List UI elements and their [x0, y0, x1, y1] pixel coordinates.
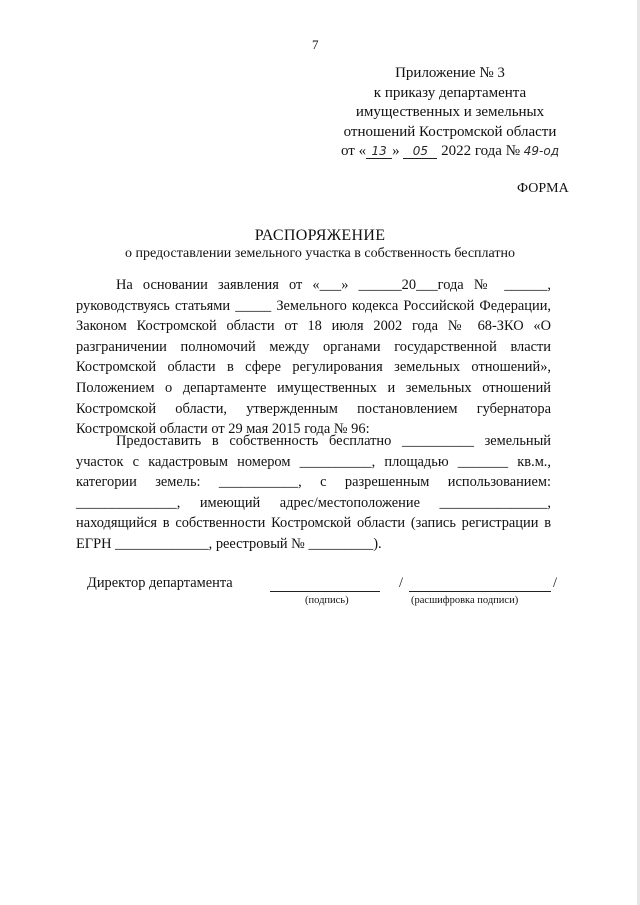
date-mid: » — [392, 143, 400, 159]
decoding-hint: (расшифровка подписи) — [411, 595, 519, 606]
date-prefix: от « — [340, 143, 367, 159]
appendix-line-2: к приказу департамента — [373, 84, 527, 101]
handwritten-order-number: 49-од — [523, 144, 560, 158]
decision-paragraph — [76, 431, 551, 555]
appendix-line-1: Приложение № 3 — [395, 65, 505, 81]
handwritten-month: 05 — [403, 144, 437, 159]
basis-paragraph — [76, 275, 551, 440]
basis-paragraph-text: На основании заявления от «___» ______20___года № ______, руководствуясь статьями _____ Земельного кодекса Российской Федерации, Законом Костромской области от 18 июля 2002 года № 68-ЗКО «О разграничении полномочий между органами государственной власти Костромской области в сфере регулирования земельных отношений», Положением о департаменте имущественных и земельных отношений Костромской области, утвержденным постановлением губернатора Костромской области от 29 мая 2015 года № 96: — [76, 277, 551, 438]
slash-separator: / — [553, 575, 557, 591]
document-title: РАСПОРЯЖЕНИЕ — [254, 227, 386, 244]
form-label: ФОРМА — [517, 181, 569, 196]
signature-line — [270, 591, 380, 592]
appendix-line-4: отношений Костромской области — [343, 123, 557, 140]
decoding-line — [409, 591, 551, 592]
handwritten-day: 13 — [366, 144, 392, 159]
appendix-line-3: имущественных и земельных — [355, 104, 545, 120]
decision-paragraph-text: Предоставить в собственность бесплатно __________ земельный участок с кадастровым номером __________, площадью _______ кв.м., категории земель: ___________, с разрешенным использованием: ______________, имеющий адрес/местоположение _______________, находящийся в собственности Костромской области (запись регистрации в ЕГРН _____________, реестровый № _________). — [76, 433, 551, 552]
date-year: 2022 года № — [441, 143, 521, 159]
signature-block — [87, 575, 557, 615]
document-subtitle: о предоставлении земельного участка в собственность бесплатно — [124, 246, 515, 261]
appendix-date-line — [330, 142, 570, 162]
signature-hint: (подпись) — [305, 595, 349, 606]
appendix-header — [330, 64, 570, 162]
slash-separator: / — [399, 575, 403, 591]
director-position: Директор департамента — [87, 575, 233, 591]
page-number: 7 — [312, 37, 319, 52]
